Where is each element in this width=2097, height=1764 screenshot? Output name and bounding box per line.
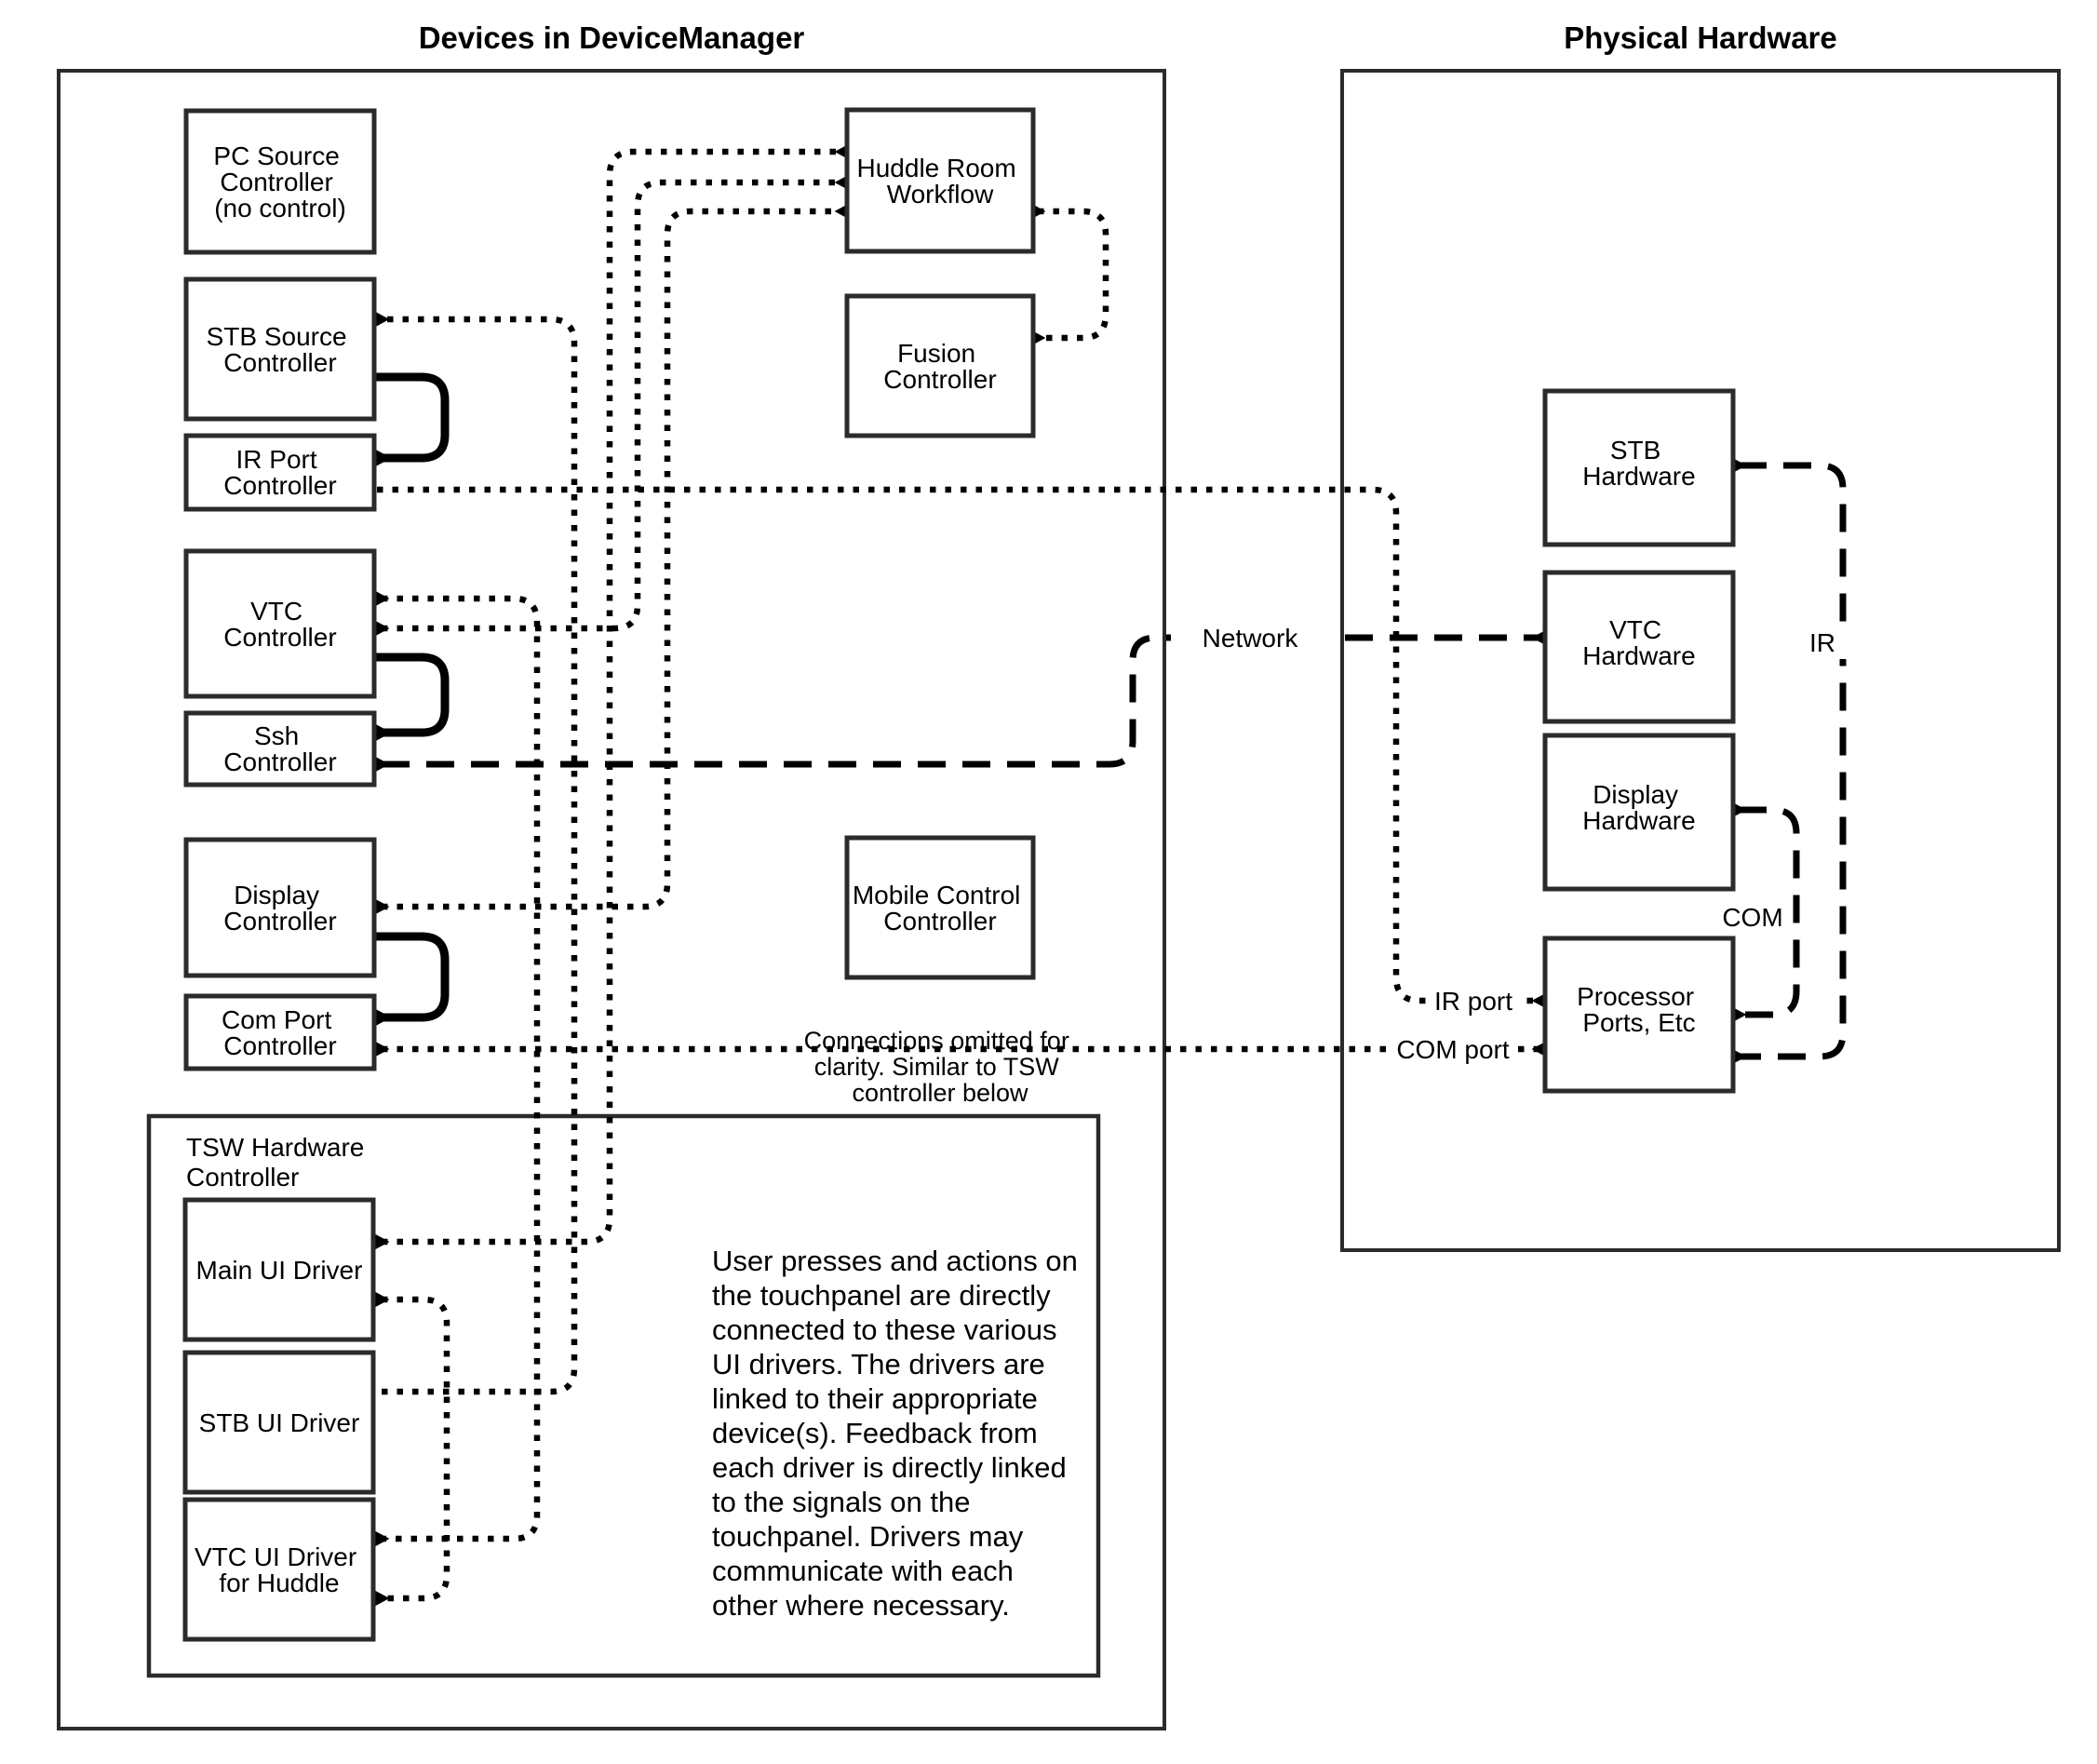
note-line2: clarity. Similar to TSW xyxy=(813,1053,1059,1081)
para-line9: touchpanel. Drivers may xyxy=(712,1520,1024,1553)
note-line1: Connections omitted for xyxy=(803,1027,1069,1055)
processor-line1: Processor xyxy=(1577,982,1695,1011)
vtc-line2: Controller xyxy=(223,623,337,652)
physical-panel-title: Physical Hardware xyxy=(1564,20,1837,55)
note-line3: controller below xyxy=(852,1079,1028,1107)
main-ui-driver-label xyxy=(196,1256,363,1285)
para-line7: each driver is directly linked xyxy=(712,1451,1067,1484)
conn-main-ui-huddle xyxy=(382,152,842,1242)
vtc-line1: VTC xyxy=(250,597,303,626)
pc-source-line2: Controller xyxy=(220,168,333,196)
tsw-group-label: TSW Hardware xyxy=(186,1133,365,1162)
stb-source-line2: Controller xyxy=(223,348,337,377)
conn-main-ui-vtc-ui xyxy=(382,1299,447,1598)
processor-line2: Ports, Etc xyxy=(1582,1008,1696,1037)
display-hw-line1: Display xyxy=(1593,780,1679,809)
network-label: Network xyxy=(1202,624,1298,653)
fusion-line1: Fusion xyxy=(897,339,976,368)
tsw-group-label-2: Controller xyxy=(186,1163,300,1192)
display-line2: Controller xyxy=(223,907,337,936)
vtc-ui-line1: VTC UI Driver xyxy=(194,1542,357,1571)
processor-ports-label xyxy=(1577,982,1701,1037)
stb-ui-line1: STB UI Driver xyxy=(198,1408,360,1437)
com-port-line1: Com Port xyxy=(221,1005,332,1034)
fusion-controller-label xyxy=(883,339,996,394)
com-port-line2: Controller xyxy=(223,1031,337,1060)
stb-hw-line1: STB xyxy=(1609,436,1661,465)
display-controller-label xyxy=(223,881,336,936)
para-line5: linked to their appropriate xyxy=(712,1382,1038,1415)
para-line6: device(s). Feedback from xyxy=(712,1417,1038,1449)
para-line1: User presses and actions on xyxy=(712,1245,1078,1277)
para-line8: to the signals on the xyxy=(712,1486,971,1518)
conn-network-ssh-vtc-hw xyxy=(382,638,1539,764)
ir-label: IR xyxy=(1809,628,1835,657)
mobile-note xyxy=(804,1027,1077,1107)
stb-hw-line2: Hardware xyxy=(1582,462,1696,491)
display-hw-line2: Hardware xyxy=(1582,806,1696,835)
para-line10: communicate with each xyxy=(712,1555,1014,1587)
ir-port-line2: Controller xyxy=(223,471,337,500)
com-port-label: COM port xyxy=(1396,1035,1510,1064)
ssh-line1: Ssh xyxy=(253,721,300,750)
pc-source-line1: PC Source xyxy=(213,141,340,170)
mobile-line2: Controller xyxy=(883,907,997,936)
para-line2: the touchpanel are directly xyxy=(712,1279,1051,1312)
huddle-line2: Workflow xyxy=(886,180,994,209)
com-label: COM xyxy=(1722,903,1783,932)
para-line11: other where necessary. xyxy=(712,1589,1010,1622)
ir-port-label: IR port xyxy=(1433,987,1513,1016)
para-line4: UI drivers. The drivers are xyxy=(712,1348,1045,1380)
conn-display-com-port xyxy=(374,936,445,1017)
ir-port-controller-label xyxy=(223,445,336,500)
display-line1: Display xyxy=(234,881,320,909)
com-port-controller-label xyxy=(222,1005,339,1060)
fusion-line2: Controller xyxy=(883,365,997,394)
vtc-hw-line2: Hardware xyxy=(1582,641,1696,670)
vtc-ui-line2: for Huddle xyxy=(219,1569,340,1597)
tsw-description-paragraph xyxy=(712,1245,1086,1622)
stb-source-line1: STB Source xyxy=(206,322,347,351)
conn-stb-ui-stb-source xyxy=(382,319,574,1392)
stb-ui-driver-label xyxy=(199,1408,360,1437)
conn-huddle-fusion xyxy=(1038,211,1106,338)
devices-panel-title: Devices in DeviceManager xyxy=(418,20,805,55)
stb-source-controller-label xyxy=(207,322,355,377)
conn-vtc-vtc-ui xyxy=(382,599,537,1539)
vtc-hw-line1: VTC xyxy=(1609,615,1662,644)
conn-vtc-huddle xyxy=(382,182,842,628)
ssh-line2: Controller xyxy=(223,747,337,776)
pc-source-line3: (no control) xyxy=(214,194,346,222)
conn-ir-stb-hw-processor xyxy=(1739,465,1843,1057)
pc-source-controller-label xyxy=(213,141,346,222)
para-line3: connected to these various xyxy=(712,1313,1057,1346)
conn-stb-source-ir-port xyxy=(374,377,445,458)
main-ui-line1: Main UI Driver xyxy=(195,1256,363,1285)
display-hardware-label xyxy=(1582,780,1695,835)
vtc-ui-driver-label xyxy=(195,1542,364,1597)
ir-port-line1: IR Port xyxy=(235,445,317,474)
mobile-line1: Mobile Control xyxy=(852,881,1021,909)
huddle-line1: Huddle Room xyxy=(856,154,1016,182)
conn-vtc-ssh xyxy=(374,657,445,733)
conn-display-huddle xyxy=(382,211,842,907)
